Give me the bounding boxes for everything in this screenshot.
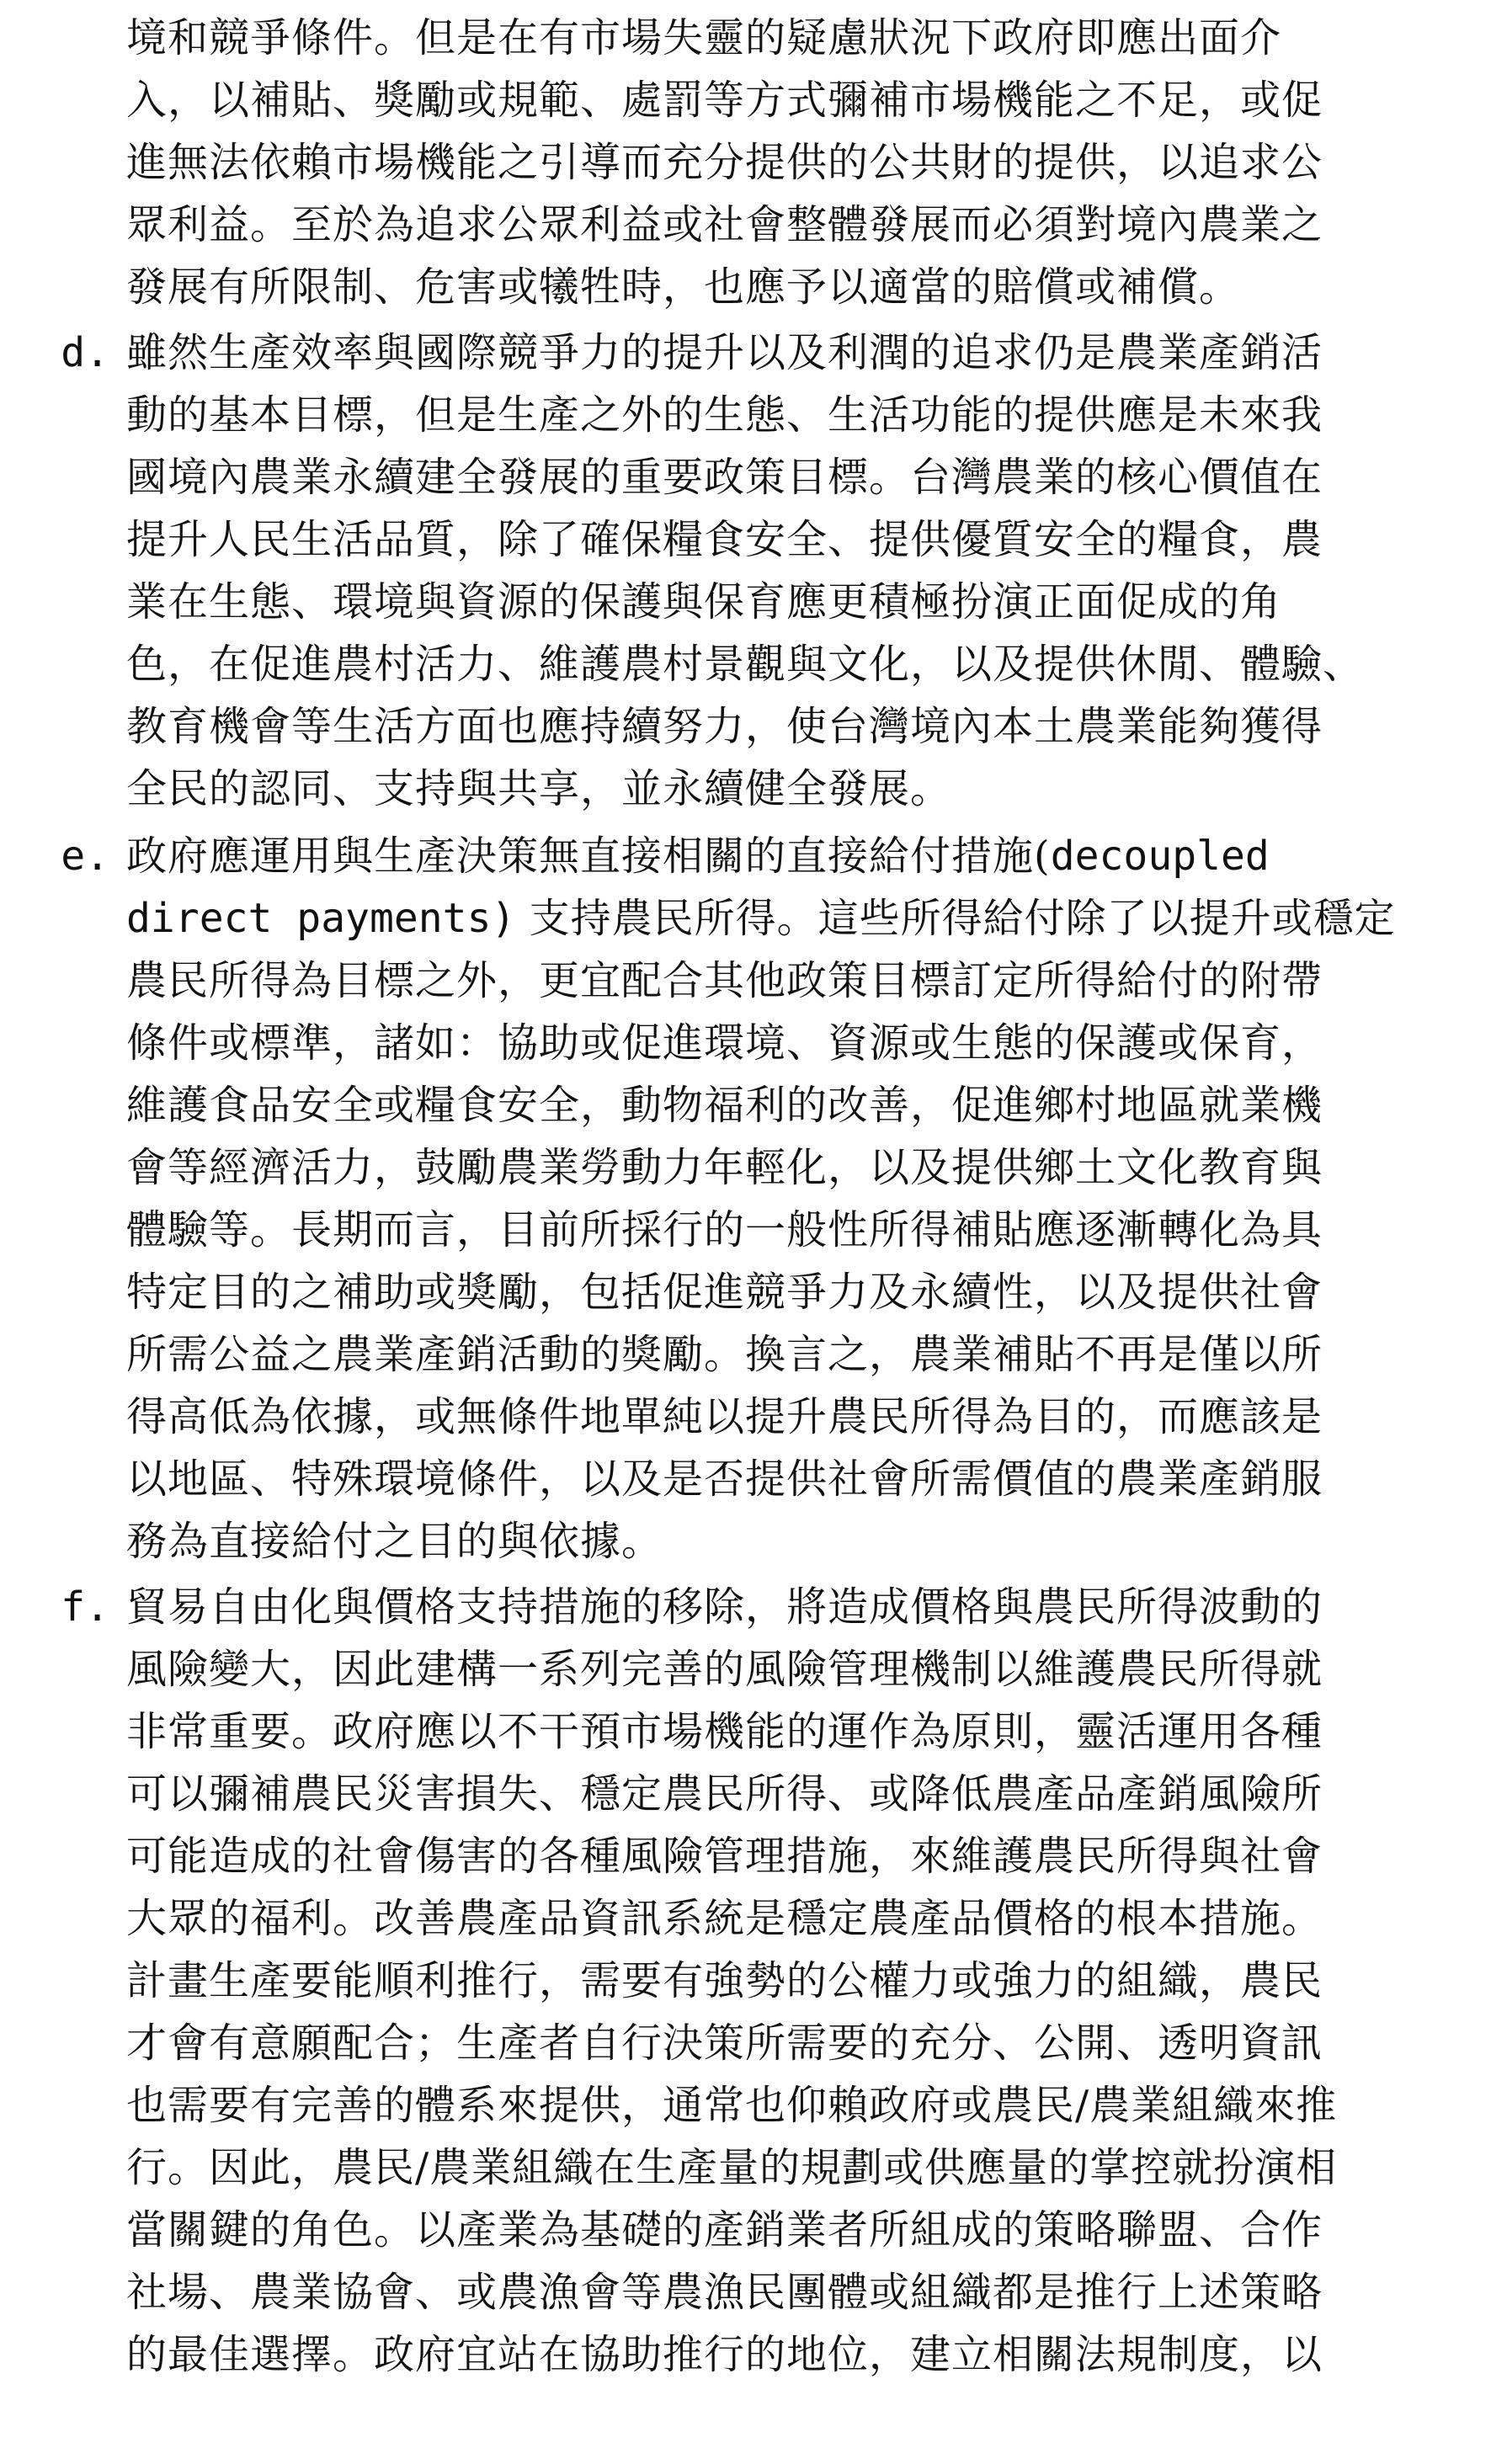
paragraph-line: 發展有所限制、危害或犧牲時，也應予以適當的賠償或補償。 xyxy=(126,263,1241,311)
item-e-line: 維護食品安全或糧食安全，動物福利的改善，促進鄉村地區就業機 xyxy=(126,1082,1323,1129)
item-d-line: 雖然生產效率與國際競爭力的提升以及利潤的追求仍是農業產銷活 xyxy=(126,329,1323,376)
item-d-line: 提升人民生活品質，除了確保糧食安全、提供優質安全的糧食，農 xyxy=(126,516,1323,563)
item-e-line2-text: 支持農民所得。這些所得給付除了以提升或穩定 xyxy=(515,895,1396,942)
item-e-line: 特定目的之補助或獎勵，包括促進競爭力及永續性，以及提供社會 xyxy=(126,1269,1323,1316)
item-f-line: 風險變大，因此建構一系列完善的風險管理機制以維護農民所得就 xyxy=(126,1646,1323,1693)
item-e-line2-latin: direct payments) xyxy=(126,895,516,942)
list-marker-d: d. xyxy=(61,329,109,376)
item-e-line1-text: 政府應運用與生產決策無直接相關的直接給付措施( xyxy=(126,833,1051,880)
list-marker-e: e. xyxy=(61,833,109,880)
item-f-line: 大眾的福利。改善農產品資訊系統是穩定農產品價格的根本措施。 xyxy=(126,1895,1323,1942)
paragraph-line: 眾利益。至於為追求公眾利益或社會整體發展而必須對境內農業之 xyxy=(126,201,1323,248)
item-d-line: 全民的認同、支持與共享，並永續健全發展。 xyxy=(126,765,952,812)
paragraph-line: 入，以補貼、獎勵或規範、處罰等方式彌補市場機能之不足，或促 xyxy=(126,77,1323,124)
item-e-line xyxy=(126,825,1465,887)
item-f-line: 貿易自由化與價格支持措施的移除，將造成價格與農民所得波動的 xyxy=(126,1583,1323,1631)
item-e-line1-latin: decoupled xyxy=(1050,833,1270,880)
item-d-line: 教育機會等生活方面也應持續努力，使台灣境內本土農業能夠獲得 xyxy=(126,703,1323,750)
item-e-line: 得高低為依據，或無條件地單純以提升農民所得為目的，而應該是 xyxy=(126,1393,1323,1440)
paragraph-line: 境和競爭條件。但是在有市場失靈的疑慮狀況下政府即應出面介 xyxy=(126,14,1282,61)
item-f-line: 的最佳選擇。政府宜站在協助推行的地位，建立相關法規制度，以 xyxy=(126,2331,1323,2378)
item-d-line: 國境內農業永續建全發展的重要政策目標。台灣農業的核心價值在 xyxy=(126,454,1323,501)
item-e-line: 農民所得為目標之外，更宜配合其他政策目標訂定所得給付的附帶 xyxy=(126,957,1323,1004)
item-f-line: 也需要有完善的體系來提供，通常也仰賴政府或農民/農業組織來推 xyxy=(126,2082,1338,2129)
item-e-line: 務為直接給付之目的與依據。 xyxy=(126,1518,663,1565)
item-e-line xyxy=(126,887,1465,950)
item-f-line: 行。因此，農民/農業組織在生產量的規劃或供應量的掌控就扮演相 xyxy=(126,2144,1338,2191)
item-d-line: 色，在促進農村活力、維護農村景觀與文化，以及提供休閒、體驗、 xyxy=(126,641,1365,688)
item-f-line: 可能造成的社會傷害的各種風險管理措施，來維護農民所得與社會 xyxy=(126,1833,1323,1880)
item-e-line: 條件或標準，諸如：協助或促進環境、資源或生態的保護或保育， xyxy=(126,1019,1323,1067)
item-e-line: 會等經濟活力，鼓勵農業勞動力年輕化，以及提供鄉土文化教育與 xyxy=(126,1144,1323,1191)
item-d-line: 動的基本目標，但是生產之外的生態、生活功能的提供應是未來我 xyxy=(126,391,1323,439)
paragraph-line: 進無法依賴市場機能之引導而充分提供的公共財的提供，以追求公 xyxy=(126,139,1323,186)
item-d-line: 業在生態、環境與資源的保護與保育應更積極扮演正面促成的角 xyxy=(126,578,1282,625)
item-e-line: 所需公益之農業產銷活動的獎勵。換言之，農業補貼不再是僅以所 xyxy=(126,1331,1323,1378)
item-f-line: 可以彌補農民災害損失、穩定農民所得、或降低農產品產銷風險所 xyxy=(126,1770,1323,1817)
item-f-line: 非常重要。政府應以不干預市場機能的運作為原則，靈活運用各種 xyxy=(126,1708,1323,1755)
item-e-line: 以地區、特殊環境條件，以及是否提供社會所需價值的農業產銷服 xyxy=(126,1456,1323,1503)
item-f-line: 計畫生產要能順利推行，需要有強勢的公權力或強力的組織，農民 xyxy=(126,1957,1323,2004)
item-e-line: 體驗等。長期而言，目前所採行的一般性所得補貼應逐漸轉化為具 xyxy=(126,1206,1323,1253)
item-f-line: 社場、農業協會、或農漁會等農漁民團體或組織都是推行上述策略 xyxy=(126,2269,1323,2316)
item-f-line: 才會有意願配合；生產者自行決策所需要的充分、公開、透明資訊 xyxy=(126,2020,1323,2067)
list-marker-f: f. xyxy=(61,1583,109,1631)
item-f-line: 當關鍵的角色。以產業為基礎的產銷業者所組成的策略聯盟、合作 xyxy=(126,2206,1323,2254)
